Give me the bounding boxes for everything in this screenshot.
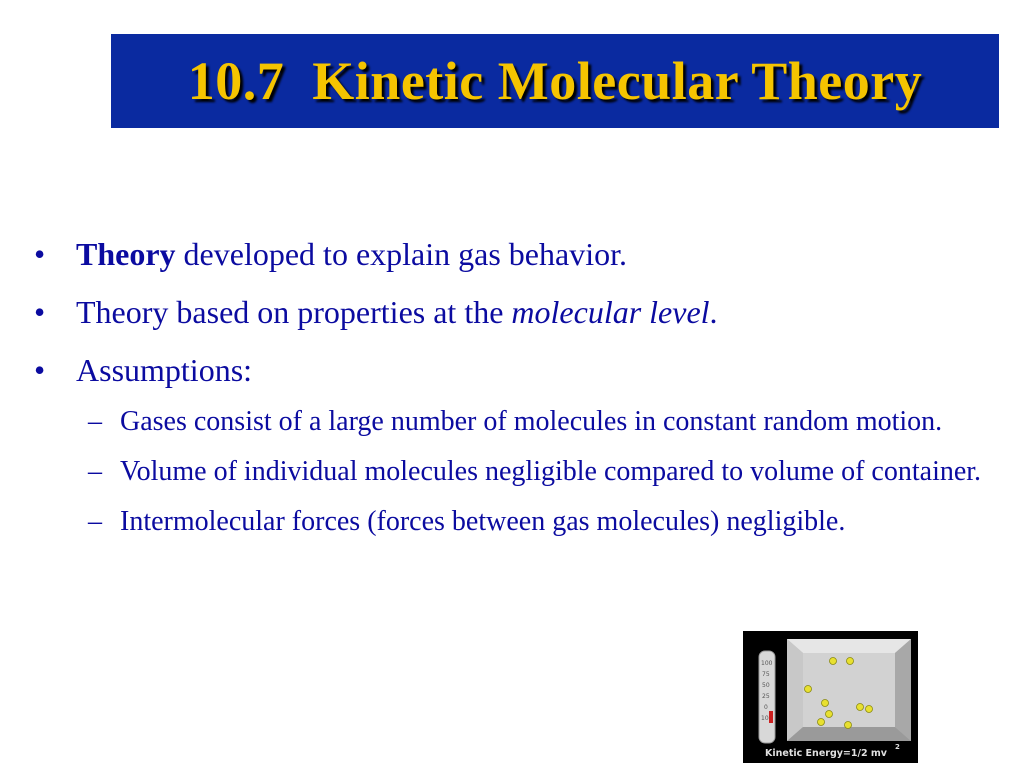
animation-caption-exponent: 2 (895, 743, 900, 751)
bullet-dot: • (34, 294, 46, 330)
bullet-item (34, 352, 996, 388)
sub-bullet-text: Volume of individual molecules negligible compared to volume of container. (120, 456, 982, 487)
container-left-wall (787, 639, 803, 741)
svg-text:10: 10 (761, 715, 769, 722)
bullet-dot: • (34, 352, 46, 388)
sub-bullet-list (34, 402, 996, 542)
sub-bullet-dash: – (88, 456, 102, 487)
molecule (857, 704, 864, 711)
animation-caption: Kinetic Energy=1/2 mv (765, 748, 887, 759)
slide-title: 10.7 Kinetic Molecular Theory (187, 51, 923, 111)
sub-bullet-text: Intermolecular forces (forces between gas molecules) negligible. (120, 506, 846, 537)
container-floor (787, 727, 911, 741)
molecule (845, 722, 852, 729)
bullet-text: Theory based on properties at the (76, 294, 512, 330)
svg-text:0: 0 (764, 704, 768, 711)
gas-container-illustration (743, 631, 918, 763)
svg-text:100: 100 (761, 660, 773, 667)
bullet-text: developed to explain gas behavior. (175, 236, 627, 272)
bullet-text-bold: Theory (76, 236, 176, 272)
container-right-wall (895, 639, 911, 741)
molecule (866, 706, 873, 713)
sub-bullet-text: Gases consist of a large number of molecules in constant random motion. (120, 406, 943, 437)
bullet-list (34, 236, 996, 552)
bullet-dot: • (34, 236, 46, 272)
thermometer-mercury (769, 711, 773, 723)
molecule (847, 658, 854, 665)
svg-text:50: 50 (762, 682, 770, 689)
molecule (818, 719, 825, 726)
gas-animation-image (743, 631, 918, 763)
svg-text:25: 25 (762, 693, 770, 700)
bullet-text: Assumptions: (76, 352, 253, 388)
bullet-text-italic: molecular level (511, 294, 710, 330)
title-banner (111, 34, 999, 128)
sub-bullet-item (34, 402, 996, 442)
sub-bullet-dash: – (88, 406, 102, 437)
sub-bullet-item (34, 502, 996, 542)
sub-bullet-item (34, 452, 996, 492)
molecule (826, 711, 833, 718)
container-top-wall (787, 639, 911, 653)
molecule (805, 686, 812, 693)
molecule (830, 658, 837, 665)
bullet-text: . (709, 294, 718, 330)
svg-text:75: 75 (762, 671, 770, 678)
bullet-item (34, 236, 996, 272)
sub-bullet-dash: – (88, 506, 102, 537)
molecule (822, 700, 829, 707)
bullet-item (34, 294, 996, 330)
